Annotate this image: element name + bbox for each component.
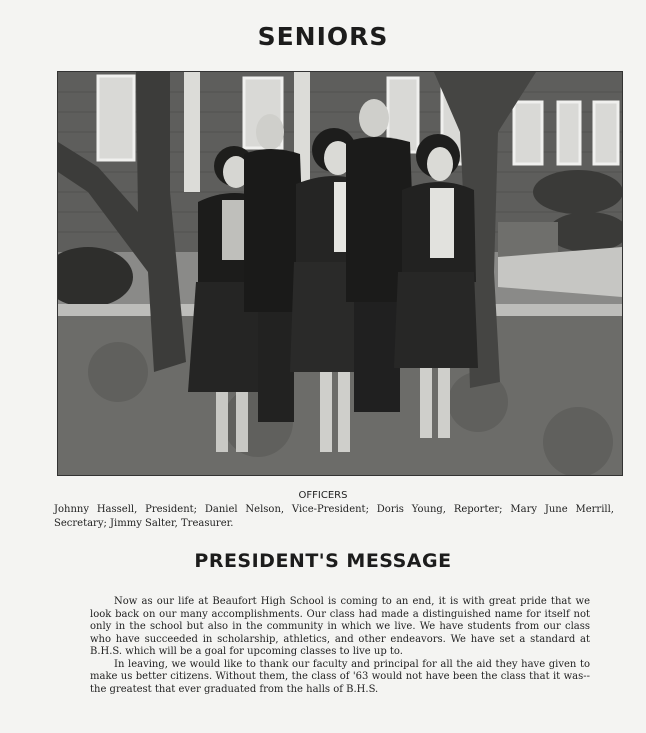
- class-officers-photo: [57, 71, 623, 476]
- page-title: SENIORS: [257, 22, 389, 51]
- message-paragraph: Now as our life at Beaufort High School is coming to an end, it is with great pride that we look back on our many accomplishments. Our class had made a distinguished name for itself not only in the school but also in the community in which we live. We have students from our class who have succeeded in scholarship, athletics, and other endeavors. We have set a standard at B.H.S. which will be a goal for upcoming classes to live up to.: [90, 596, 590, 657]
- officers-heading: OFFICERS: [298, 490, 348, 501]
- officers-list: Johnny Hassell, President; Daniel Nelson, Vice-President; Doris Young, Reporter; Mary June Merrill, Secretary; Jimmy Salter, Treasurer.: [54, 504, 614, 529]
- message-paragraph: In leaving, we would like to thank our faculty and principal for all the aid they have given to make us better citizens. Without them, the class of '63 would not have been the class that it was--the greatest that ever graduated from the halls of B.H.S.: [90, 658, 590, 695]
- photo-illustration: [58, 72, 622, 475]
- message-title: PRESIDENT'S MESSAGE: [194, 550, 452, 572]
- presidents-message: [90, 596, 590, 696]
